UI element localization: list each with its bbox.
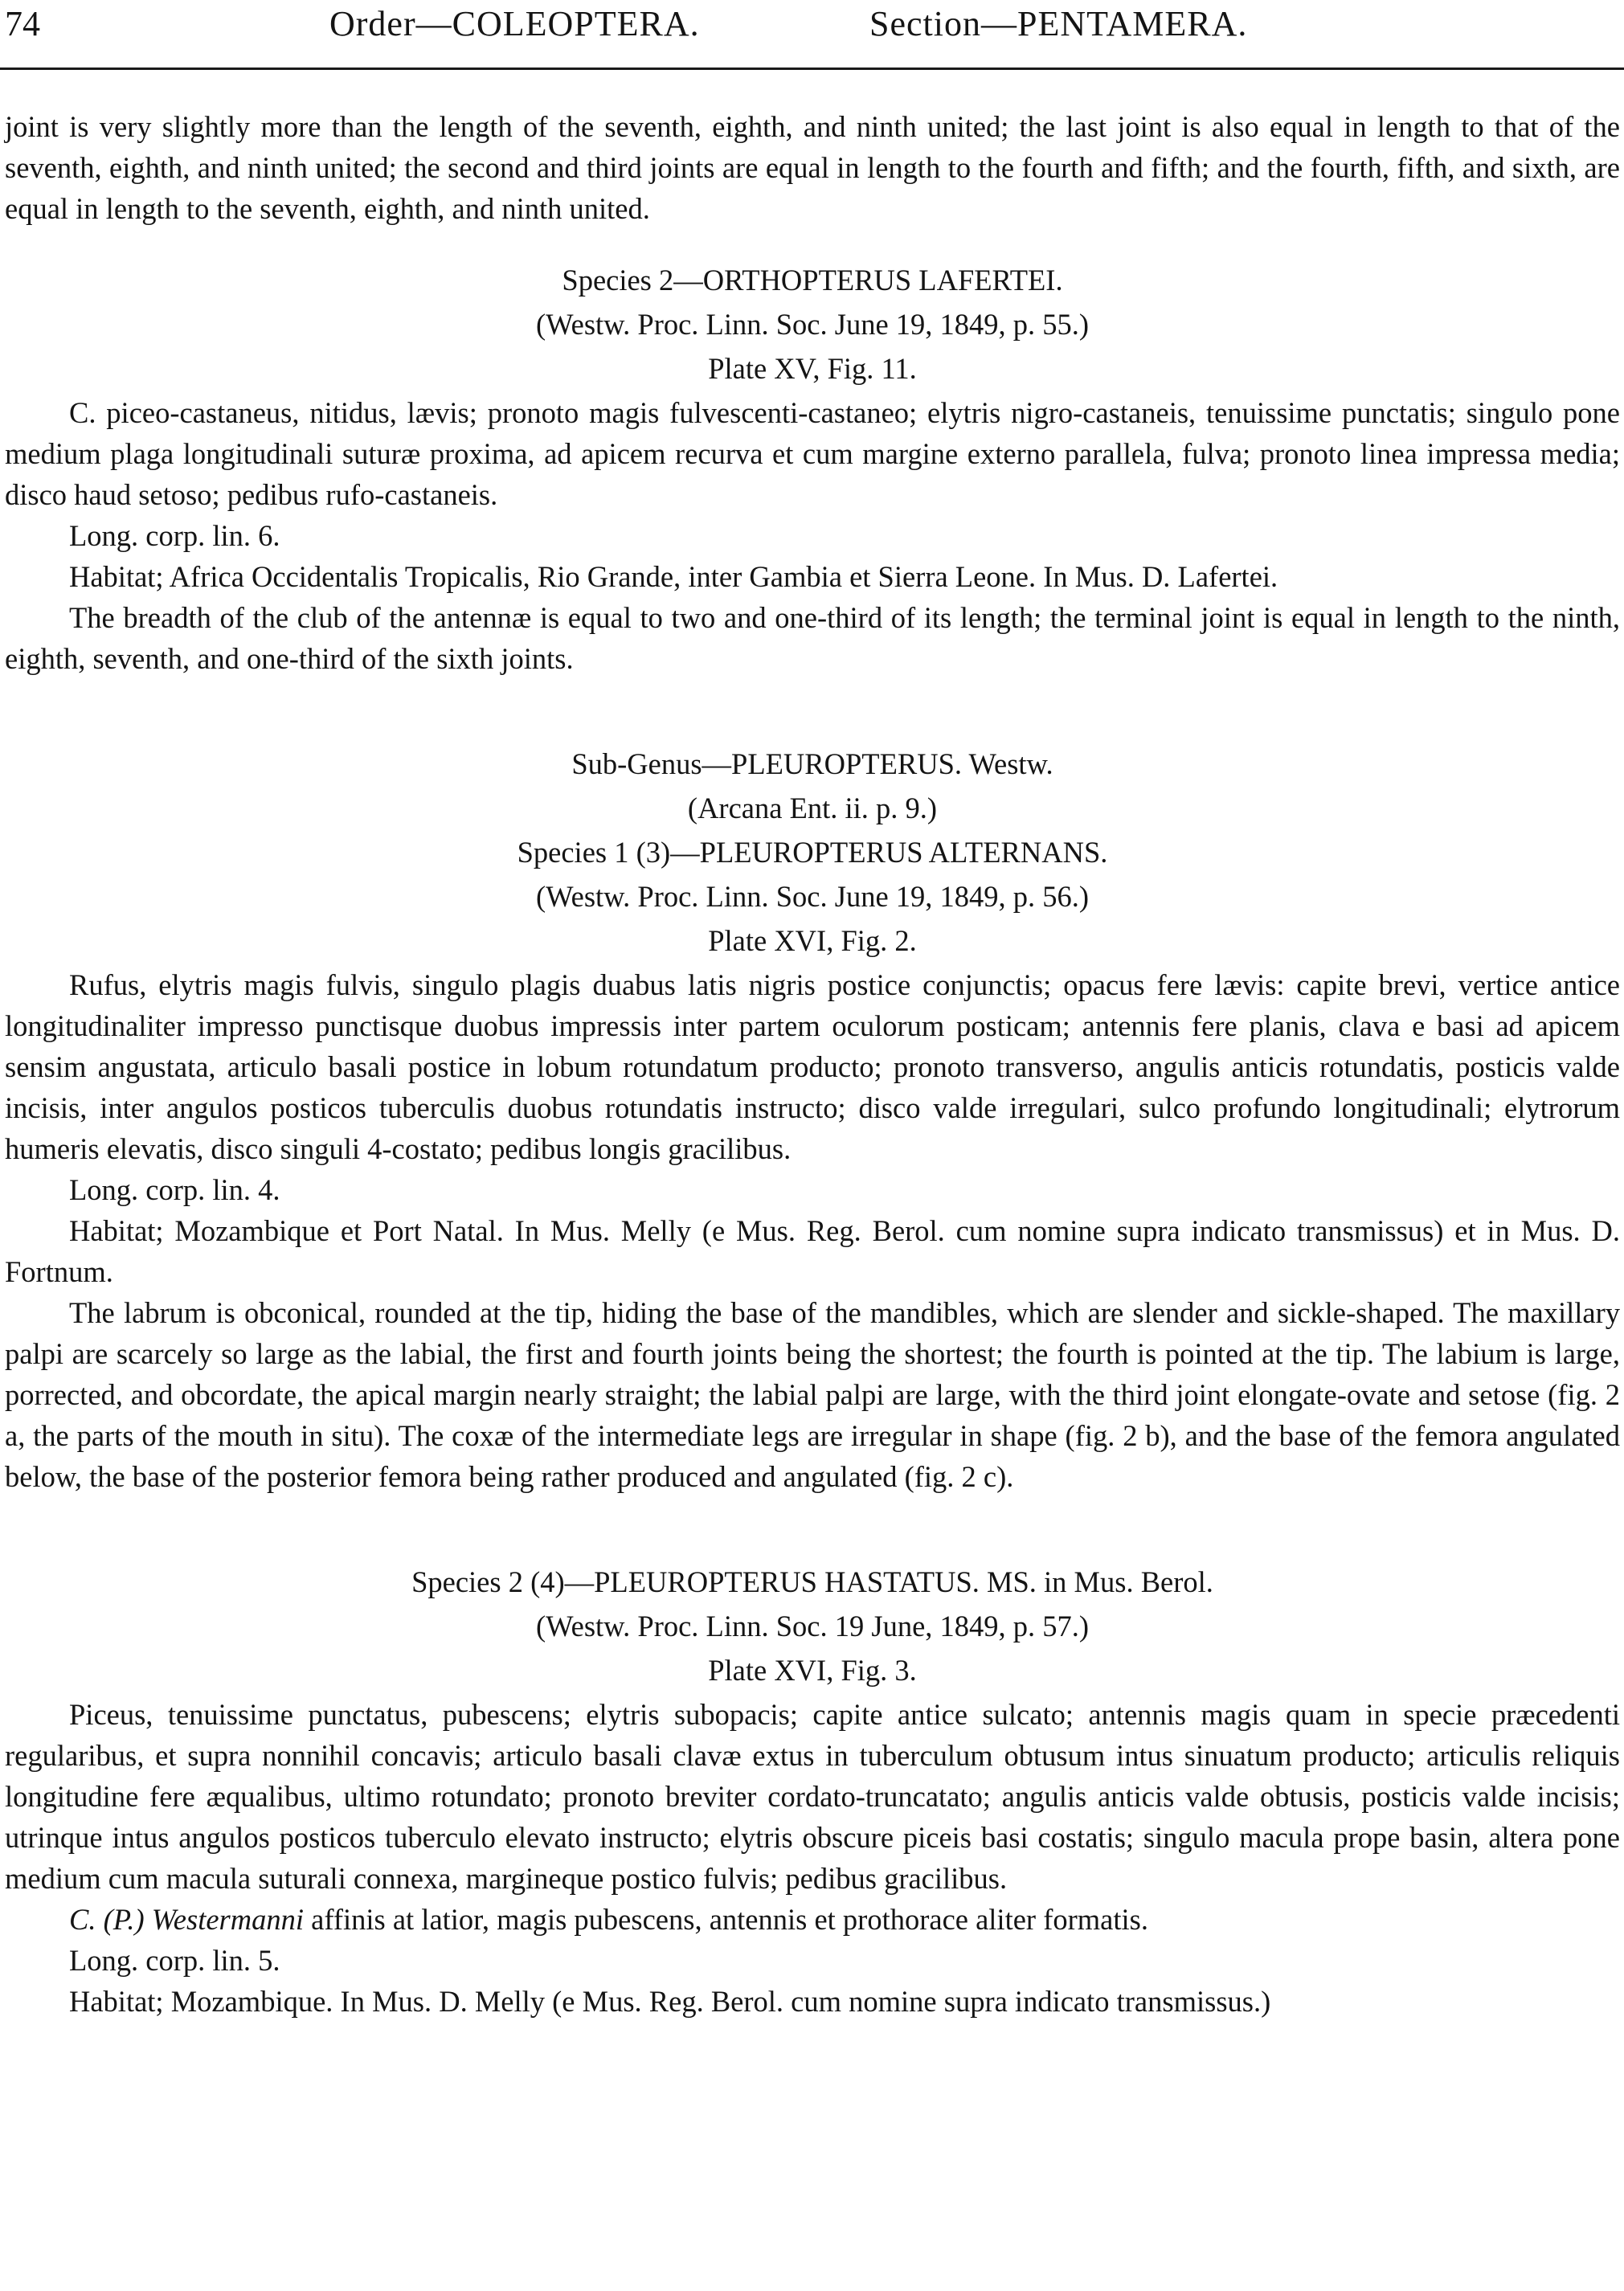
- subgenus-heading: Sub-Genus—PLEUROPTERUS. Westw.: [571, 747, 1053, 780]
- header-rule: [0, 68, 1624, 70]
- length-alternans: Long. corp. lin. 4.: [69, 1173, 280, 1206]
- habitat-hastatus: Habitat; Mozambique. In Mus. D. Melly (e Mus. Reg. Berol. cum nomine supra indicato transmissus.): [69, 1985, 1271, 2018]
- reference-lafertei: (Westw. Proc. Linn. Soc. June 19, 1849, p. 55.): [535, 308, 1090, 341]
- affinity-hastatus: [5, 1899, 1620, 1940]
- running-header: [0, 0, 1624, 64]
- page-number: 74: [5, 4, 40, 43]
- species-heading-alternans: Species 1 (3)—PLEUROPTERUS ALTERNANS.: [517, 836, 1108, 869]
- note-lafertei: The breadth of the club of the antennæ is equal to two and one-third of its length; the terminal joint is equal in length to the ninth, eighth, seventh, and one-third of the sixth joints.: [5, 601, 1620, 675]
- description-lafertei: C. piceo-castaneus, nitidus, lævis; pronoto magis fulvescenti-castaneo; elytris nigro-castaneis, tenuissime punctatis; singulo pone medium plaga longitudinali suturæ proxima, ad apicem recurva et cum margine externo parallela, fulva; pronoto linea impressa media; disco haud setoso; pedibus rufo-castaneis.: [5, 396, 1620, 511]
- habitat-lafertei: Habitat; Africa Occidentalis Tropicalis, Rio Grande, inter Gambia et Sierra Leone. In Mus. D. Lafertei.: [69, 560, 1278, 593]
- affinity-text: affinis at latior, magis pubescens, antennis et prothorace aliter formatis.: [304, 1903, 1148, 1936]
- running-title-section: Section—PENTAMERA.: [869, 4, 1248, 43]
- length-hastatus: Long. corp. lin. 5.: [69, 1944, 280, 1977]
- plate-lafertei: Plate XV, Fig. 11.: [708, 352, 917, 385]
- note-alternans: The labrum is obconical, rounded at the tip, hiding the base of the mandibles, which are slender and sickle-shaped. The maxillary palpi are scarcely so large as the labial, the first and fourth joints being the shortest; the fourth is pointed at the tip. The labium is large, porrected, and obcordate, the apical margin nearly straight; the labial palpi are large, with the third joint elongate-ovate and setose (fig. 2 a, the parts of the mouth in situ). The coxæ of the intermediate legs are irregular in shape (fig. 2 b), and the base of the femora angulated below, the base of the posterior femora being rather produced and angulated (fig. 2 c).: [5, 1296, 1620, 1493]
- running-title-order: Order—COLEOPTERA.: [329, 4, 700, 43]
- subgenus-reference: (Arcana Ent. ii. p. 9.): [687, 792, 938, 824]
- species-heading-hastatus: Species 2 (4)—PLEUROPTERUS HASTATUS. MS. in Mus. Berol.: [411, 1565, 1213, 1598]
- plate-alternans: Plate XVI, Fig. 2.: [708, 924, 917, 957]
- habitat-alternans: Habitat; Mozambique et Port Natal. In Mus. Melly (e Mus. Reg. Berol. cum nomine supra indicato transmissus) et in Mus. D. Fortnum.: [5, 1214, 1620, 1288]
- affinity-species-name: C. (P.) Westermanni: [69, 1903, 304, 1936]
- length-lafertei: Long. corp. lin. 6.: [69, 519, 280, 552]
- plate-hastatus: Plate XVI, Fig. 3.: [708, 1654, 917, 1687]
- description-hastatus: Piceus, tenuissime punctatus, pubescens; elytris subopacis; capite antice sulcato; antennis magis quam in specie præcedenti regularibus, et supra nonnihil concavis; articulo basali clavæ extus in tuberculum obtusum intus sinuatum producto; articulis reliquis longitudine fere æqualibus, ultimo rotundato; pronoto breviter cordato-truncatato; angulis anticis valde obtusis, posticis valde incisis; utrinque intus angulos posticos tuberculo elevato instructo; elytris obscure piceis basi costatis; singulo macula prope basin, altera pone medium cum macula suturali connexa, margineque postico fulvis; pedibus gracilibus.: [5, 1698, 1620, 1895]
- reference-alternans: (Westw. Proc. Linn. Soc. June 19, 1849, p. 56.): [535, 880, 1090, 913]
- description-alternans: Rufus, elytris magis fulvis, singulo plagis duabus latis nigris postice conjunctis; opacus fere lævis: capite brevi, vertice antice longitudinaliter impresso punctisque duobus impressis inter partem oculorum posticam; antennis fere planis, clava e basi ad apicem sensim angustata, articulo basali postice in lobum rotundatum producto; pronoto transverso, angulis anticis rotundatis, posticis valde incisis, inter angulos posticos tuberculis duobus rotundatis instructo; disco valde irregulari, sulco profundo longitudinali; elytrorum humeris elevatis, disco singuli 4-costato; pedibus longis gracilibus.: [5, 968, 1620, 1165]
- continuation-paragraph: joint is very slightly more than the length of the seventh, eighth, and ninth united; the last joint is also equal in length to that of the seventh, eighth, and ninth united; the second and third joints are equal in length to the fourth and fifth; and the fourth, fifth, and sixth, are equal in length to the seventh, eighth, and ninth united.: [5, 110, 1620, 225]
- reference-hastatus: (Westw. Proc. Linn. Soc. 19 June, 1849, p. 57.): [535, 1610, 1090, 1643]
- page-body: [5, 106, 1620, 2022]
- species-heading-lafertei: Species 2—ORTHOPTERUS LAFERTEI.: [562, 264, 1063, 297]
